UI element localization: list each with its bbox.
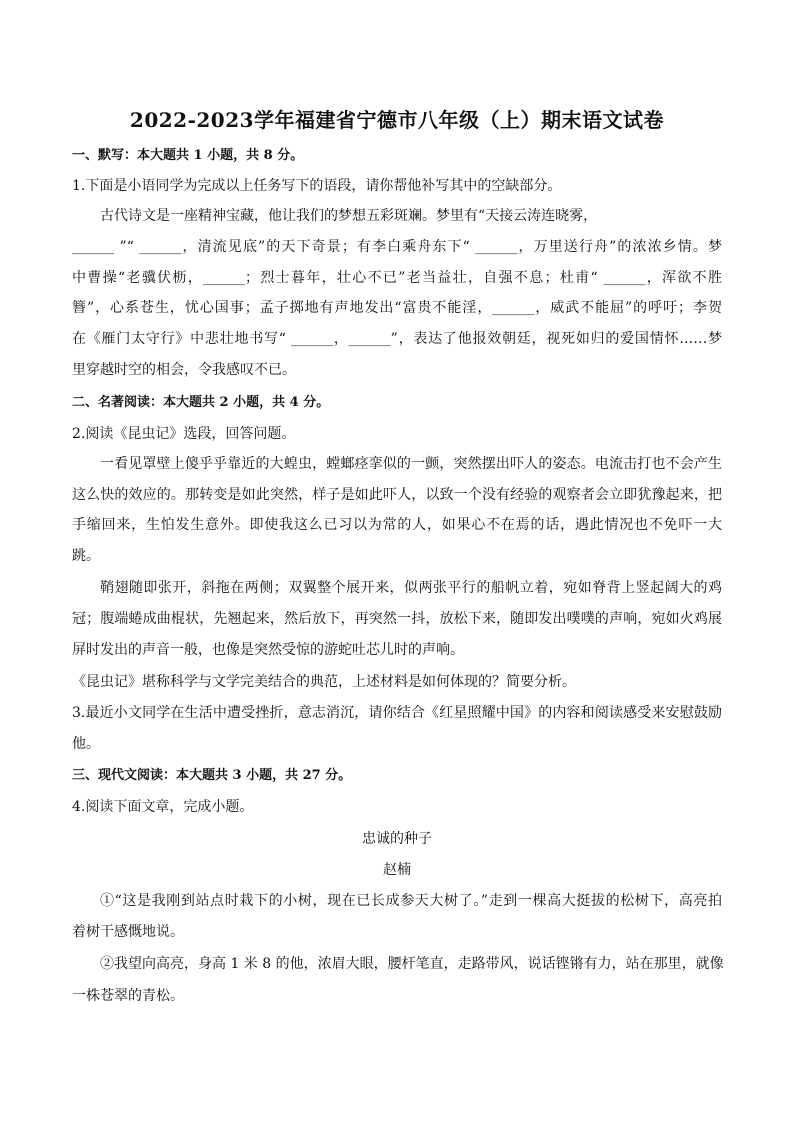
article-author: 赵楠 <box>383 862 411 878</box>
passage-line: 一看见罩壁上傻乎乎靠近的大蝗虫，螳螂痉挛似的一颤，突然摆出吓人的姿态。电流击打也不会产生 <box>100 456 722 472</box>
q1-text-line: 中曹操“老骥伏枥，______；烈士暮年，壮心不已”老当益壮，自强不息；杜甫“ ______，浑欲不胜 <box>72 270 722 286</box>
question-4-prompt: 4.阅读下面文章，完成小题。 <box>72 799 254 815</box>
passage-line: 屏时发出的声音一般，也像是突然受惊的游蛇吐芯儿时的声响。 <box>72 642 464 658</box>
passage-line: 手缩回来，生怕发生意外。即使我这么已习以为常的人，如果心不在焉的话，遇此情况也不免吓一大 <box>72 517 722 533</box>
section-2-heading: 二、名著阅读：本大题共 2 小题，共 4 分。 <box>72 395 330 410</box>
question-1-prompt: 1.下面是小语同学为完成以上任务写下的语段，请你帮他补写其中的空缺部分。 <box>72 178 562 194</box>
article-paragraph-line: 一株苍翠的青松。 <box>72 988 184 1004</box>
question-2-text: 《昆虫记》堪称科学与文学完美结合的典范，上述材料是如何体现的？简要分析。 <box>72 674 576 690</box>
page-title: 2022-2023学年福建省宁德市八年级（上）期末语文试卷 <box>129 108 665 132</box>
q1-text-line: 在《雁门太守行》中悲壮地书写“ ______，______”，表达了他报效朝廷，视死如归的爱国情怀……梦 <box>72 331 722 347</box>
section-1-heading: 一、默写：本大题共 1 小题，共 8 分。 <box>72 148 304 163</box>
article-paragraph-line: ①“这是我刚到站点时栽下的小树，现在已长成参天大树了。”走到一棵高大挺拔的松树下，高亮拍 <box>100 893 722 909</box>
q1-text-line: ______ ”“ ______，清流见底”的天下奇景；有李白乘舟东下“ ______，万里送行舟”的浓浓乡情。梦 <box>72 239 722 255</box>
article-paragraph-line: ②我望向高亮，身高 1 米 8 的他，浓眉大眼，腰杆笔直，走路带风，说话铿锵有力，站在那里，就像 <box>100 956 724 972</box>
passage-line: 跳。 <box>72 548 100 564</box>
question-2-prompt: 2.阅读《昆虫记》选段，回答问题。 <box>72 426 296 442</box>
q1-text-line: 古代诗文是一座精神宝藏，他让我们的梦想五彩斑斓。梦里有“天接云涛连晓雾， <box>100 208 598 224</box>
article-title: 忠诚的种子 <box>362 831 432 847</box>
q1-text-line: 簪”，心系苍生，忧心国事；孟子掷地有声地发出“富贵不能淫，______，威武不能屈”的呼吁；李贺 <box>72 300 722 316</box>
q1-text-line: 里穿越时空的相会，令我感叹不已。 <box>72 362 296 378</box>
question-3-text: 3.最近小文同学在生活中遭受挫折，意志消沉，请你结合《红星照耀中国》的内容和阅读感受来安慰鼓励 <box>72 705 722 721</box>
question-3-text: 他。 <box>72 736 100 752</box>
passage-line: 冠；腹端蜷成曲棍状，先翘起来，然后放下，再突然一抖，放松下来，随即发出噗噗的声响，宛如火鸡展 <box>72 611 722 627</box>
section-3-heading: 三、现代文阅读：本大题共 3 小题，共 27 分。 <box>72 768 352 783</box>
article-paragraph-line: 着树干感慨地说。 <box>72 924 184 940</box>
passage-line: 鞘翅随即张开，斜拖在两侧；双翼整个展开来，似两张平行的船帆立着，宛如脊背上竖起阔大的鸡 <box>100 580 722 596</box>
passage-line: 这么快的效应的。那转变是如此突然，样子是如此吓人，以致一个没有经验的观察者会立即犹豫起来，把 <box>72 487 722 503</box>
